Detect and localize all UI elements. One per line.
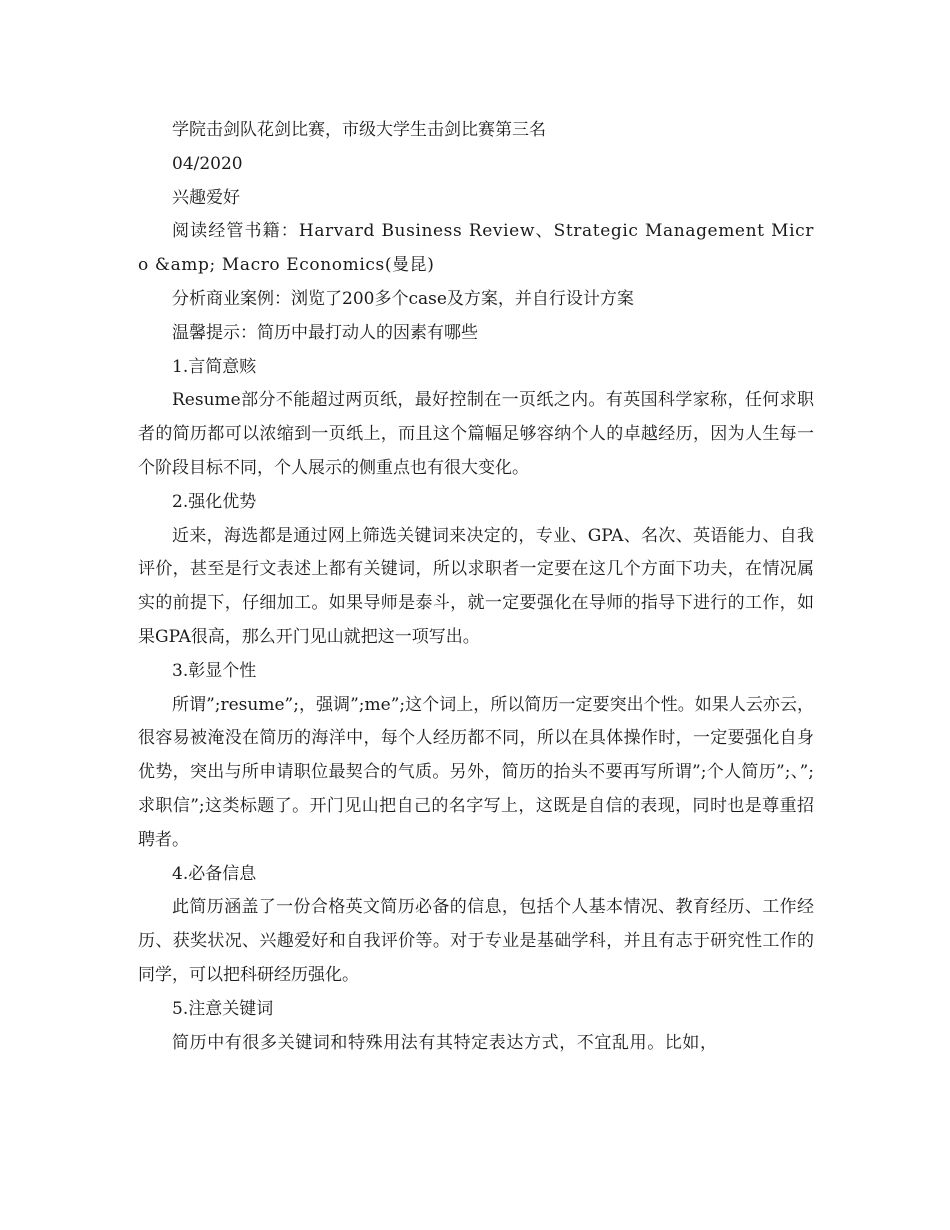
tip-3-body: 所谓”;resume”;，强调”;me”;这个词上，所以简历一定要突出个性。如果人云亦云，很容易被淹没在简历的海洋中，每个人经历都不同，所以在具体操作时，一定要强化自身优势，突出与所申请职位最契合的气质。另外，简历的抬头不要再写所谓”;个人简历”;、”;求职信”;这类标题了。开门见山把自己的名字写上，这既是自信的表现，同时也是尊重招聘者。 bbox=[138, 694, 814, 850]
award-line: 学院击剑队花剑比赛，市级大学生击剑比赛第三名 bbox=[172, 120, 546, 140]
hobby-reading: 阅读经管书籍：Harvard Business Review、Strategic Management Micro &amp; Macro Economics(曼昆) bbox=[138, 221, 814, 276]
tip-2-heading: 2.强化优势 bbox=[172, 491, 257, 512]
tip-2-body: 近来，海选都是通过网上筛选关键词来决定的，专业、GPA、名次、英语能力、自我评价，甚至是行文表述上都有关键词，所以求职者一定要在这几个方面下功夫，在情况属实的前提下，仔细加工。如果导师是泰斗，就一定要强化在导师的指导下进行的工作，如果GPA很高，那么开门见山就把这一项写出。 bbox=[138, 525, 814, 647]
tip-4-body: 此简历涵盖了一份合格英文简历必备的信息，包括个人基本情况、教育经历、工作经历、获奖状况、兴趣爱好和自我评价等。对于专业是基础学科，并且有志于研究性工作的同学，可以把科研经历强化。 bbox=[138, 897, 814, 985]
tip-4-heading: 4.必备信息 bbox=[172, 863, 257, 884]
tip-5-body: 简历中有很多关键词和特殊用法有其特定表达方式，不宜乱用。比如， bbox=[172, 1032, 718, 1053]
tips-heading: 温馨提示：简历中最打动人的因素有哪些 bbox=[172, 322, 478, 343]
document-body bbox=[138, 114, 814, 1060]
tip-3-heading: 3.彰显个性 bbox=[172, 660, 257, 681]
hobby-case-analysis: 分析商业案例：浏览了200多个case及方案，并自行设计方案 bbox=[172, 288, 634, 309]
section-heading-hobbies: 兴趣爱好 bbox=[172, 187, 240, 208]
tip-1-body: Resume部分不能超过两页纸，最好控制在一页纸之内。有英国科学家称，任何求职者的简历都可以浓缩到一页纸上，而且这个篇幅足够容纳个人的卓越经历，因为人生每一个阶段目标不同，个人展示的侧重点也有很大变化。 bbox=[138, 390, 814, 478]
tip-1-heading: 1.言简意赅 bbox=[172, 356, 257, 377]
award-date: 04/2020 bbox=[172, 153, 243, 174]
tip-5-heading: 5.注意关键词 bbox=[172, 998, 274, 1019]
